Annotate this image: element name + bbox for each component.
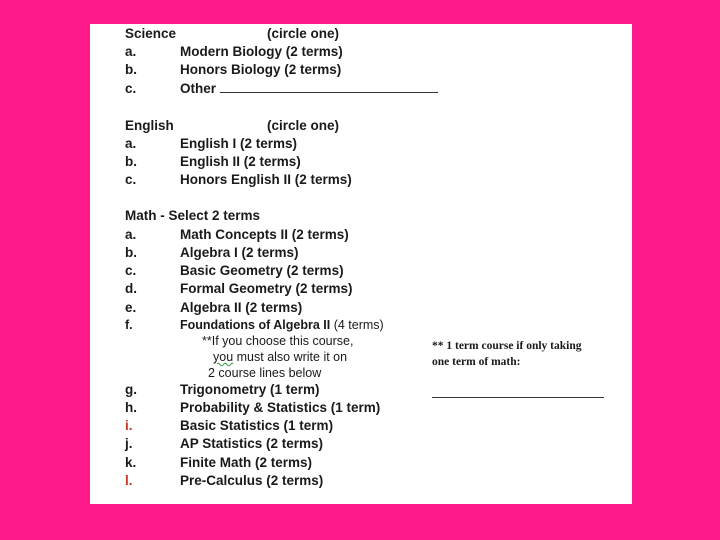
math-item-h[interactable] xyxy=(125,400,380,416)
foundations-note-line3: 2 course lines below xyxy=(208,366,322,380)
item-letter: c. xyxy=(125,81,137,96)
item-letter: d. xyxy=(125,281,137,296)
item-letter: a. xyxy=(125,44,137,59)
item-text: AP Statistics (2 terms) xyxy=(180,436,324,451)
item-letter: e. xyxy=(125,300,137,315)
english-title: English xyxy=(125,118,174,133)
item-text: Formal Geometry (2 terms) xyxy=(180,281,353,296)
item-text: Algebra I (2 terms) xyxy=(180,245,299,260)
science-heading xyxy=(125,26,340,42)
item-letter: b. xyxy=(125,62,137,77)
math-heading: Math - Select 2 terms xyxy=(125,208,261,223)
side-note-line2: one term of math: xyxy=(432,356,521,368)
item-text: Honors Biology (2 terms) xyxy=(180,62,342,77)
item-letter: c. xyxy=(125,263,137,278)
math-item-e[interactable] xyxy=(125,300,302,316)
foundations-note-line1: **If you choose this course, xyxy=(202,334,354,348)
item-letter: k. xyxy=(125,455,137,470)
item-text: Foundations of Algebra II xyxy=(180,318,331,332)
english-heading xyxy=(125,118,340,134)
math-item-g[interactable] xyxy=(125,382,320,398)
item-letter: l. xyxy=(125,473,133,488)
item-letter: a. xyxy=(125,227,137,242)
item-letter: b. xyxy=(125,154,137,169)
item-text: Probability & Statistics (1 term) xyxy=(180,400,381,415)
item-letter: a. xyxy=(125,136,137,151)
item-text: Basic Statistics (1 term) xyxy=(180,418,334,433)
item-letter: i. xyxy=(125,418,133,433)
item-letter: c. xyxy=(125,172,137,187)
math-item-j[interactable] xyxy=(125,436,323,452)
science-item-b[interactable] xyxy=(125,62,341,78)
item-letter: b. xyxy=(125,245,137,260)
item-letter: g. xyxy=(125,382,137,397)
math-item-i[interactable] xyxy=(125,418,333,434)
english-item-a[interactable] xyxy=(125,136,297,152)
english-item-c[interactable] xyxy=(125,172,352,188)
math-item-a[interactable] xyxy=(125,227,349,243)
item-text: Other xyxy=(180,81,217,96)
item-text: Pre-Calculus (2 terms) xyxy=(180,473,324,488)
one-term-blank-line[interactable] xyxy=(432,397,604,398)
course-selection-sheet xyxy=(90,24,632,504)
item-text: Honors English II (2 terms) xyxy=(180,172,352,187)
item-text: Basic Geometry (2 terms) xyxy=(180,263,344,278)
science-item-a[interactable] xyxy=(125,44,343,60)
other-blank-line[interactable] xyxy=(220,80,438,93)
science-title: Science xyxy=(125,26,177,41)
item-letter: h. xyxy=(125,400,137,415)
item-letter: f. xyxy=(125,318,133,332)
item-text: English I (2 terms) xyxy=(180,136,298,151)
item-text: Modern Biology (2 terms) xyxy=(180,44,343,59)
english-item-b[interactable] xyxy=(125,154,301,170)
spellcheck-underlined-word: you xyxy=(213,350,234,364)
english-instruction: (circle one) xyxy=(267,118,340,133)
item-letter: j. xyxy=(125,436,133,451)
math-item-k[interactable] xyxy=(125,455,312,471)
item-text: English II (2 terms) xyxy=(180,154,301,169)
science-item-c[interactable] xyxy=(125,80,438,97)
item-text: Finite Math (2 terms) xyxy=(180,455,313,470)
foundations-note-line2-rest: must also write it on xyxy=(233,350,348,364)
one-term-side-note xyxy=(432,338,581,370)
science-instruction: (circle one) xyxy=(267,26,340,41)
math-item-d[interactable] xyxy=(125,281,353,297)
item-suffix: (4 terms) xyxy=(330,318,384,332)
math-item-b[interactable] xyxy=(125,245,299,261)
item-text: Algebra II (2 terms) xyxy=(180,300,303,315)
math-item-c[interactable] xyxy=(125,263,344,279)
side-note-line1: ** 1 term course if only taking xyxy=(432,340,582,352)
math-item-l[interactable] xyxy=(125,473,323,489)
item-text: Math Concepts II (2 terms) xyxy=(180,227,349,242)
foundations-note-line2 xyxy=(213,349,347,365)
math-item-f[interactable] xyxy=(125,317,384,333)
item-text: Trigonometry (1 term) xyxy=(180,382,320,397)
